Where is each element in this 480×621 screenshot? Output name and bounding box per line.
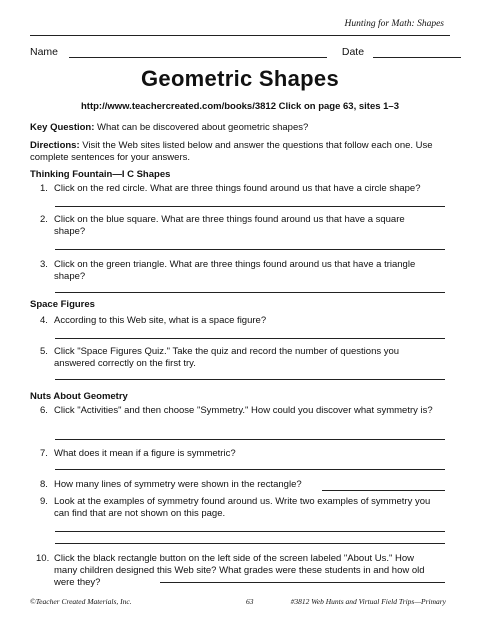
footer-book-title: #3812 Web Hunts and Virtual Field Trips—Primary <box>290 597 446 606</box>
source-url: http://www.teachercreated.com/books/3812 Click on page 63, sites 1–3 <box>80 101 400 112</box>
question-item <box>40 346 440 370</box>
question-item <box>40 214 440 238</box>
question-text: According to this Web site, what is a space figure? <box>54 315 267 326</box>
answer-line[interactable] <box>55 469 445 470</box>
question-number: 3. <box>40 259 48 270</box>
footer-page-number: 63 <box>246 597 254 606</box>
date-field[interactable] <box>373 47 461 58</box>
question-number: 8. <box>40 479 48 490</box>
question-text: Click "Space Figures Quiz." Take the quiz and record the number of questions you answered correctly on the first try. <box>54 346 400 369</box>
question-text: Click "Activities" and then choose "Symmetry." How could you discover what symmetry is? <box>54 405 433 416</box>
answer-line[interactable] <box>55 338 445 339</box>
answer-line[interactable] <box>55 379 445 380</box>
series-title: Hunting for Math: Shapes <box>344 19 444 29</box>
key-question-text: What can be discovered about geometric shapes? <box>94 122 309 133</box>
footer-copyright: ©Teacher Created Materials, Inc. <box>30 597 132 606</box>
question-text: What does it mean if a figure is symmetric? <box>54 448 236 459</box>
directions-text: Visit the Web sites listed below and answer the questions that follow each one. Use complete sentences for your answers. <box>30 140 433 163</box>
question-item <box>40 496 440 520</box>
question-item <box>40 183 440 195</box>
question-number: 1. <box>40 183 48 194</box>
header-rule <box>30 35 450 36</box>
question-number: 10. <box>36 553 50 564</box>
name-field[interactable] <box>69 47 327 58</box>
answer-line[interactable] <box>55 531 445 532</box>
answer-line[interactable] <box>55 543 445 544</box>
question-item <box>36 553 440 589</box>
directions-label: Directions: <box>30 140 80 151</box>
question-text: Click on the green triangle. What are three things found around us that have a triangle shape? <box>54 259 416 282</box>
question-number: 5. <box>40 346 48 357</box>
answer-line[interactable] <box>55 439 445 440</box>
section-heading: Nuts About Geometry <box>30 391 128 402</box>
key-question-label: Key Question: <box>30 122 95 133</box>
name-label: Name <box>30 46 59 58</box>
section-heading: Space Figures <box>30 299 95 310</box>
answer-line[interactable] <box>322 490 445 491</box>
date-label: Date <box>341 46 365 58</box>
question-number: 9. <box>40 496 48 507</box>
question-text: Look at the examples of symmetry found around us. Write two examples of symmetry you can find that are not shown on this page. <box>54 496 431 519</box>
question-item <box>40 448 440 460</box>
question-number: 6. <box>40 405 48 416</box>
section-heading: Thinking Fountain—I C Shapes <box>30 169 171 180</box>
answer-line[interactable] <box>160 582 445 583</box>
name-row <box>30 46 461 58</box>
question-text: How many lines of symmetry were shown in the rectangle? <box>54 479 302 490</box>
key-question <box>30 122 450 134</box>
answer-line[interactable] <box>55 206 445 207</box>
question-item <box>40 259 440 283</box>
question-item <box>40 315 440 327</box>
answer-line[interactable] <box>55 292 445 293</box>
question-number: 2. <box>40 214 48 225</box>
page-title: Geometric Shapes <box>141 66 339 91</box>
question-number: 7. <box>40 448 48 459</box>
question-text: Click the black rectangle button on the left side of the screen labeled "About Us." How many children designed this Web site? What grades were these students in and how old were they? <box>54 553 425 588</box>
answer-line[interactable] <box>55 249 445 250</box>
question-text: Click on the blue square. What are three things found around us that have a square shape? <box>54 214 405 237</box>
question-item <box>40 405 440 417</box>
question-number: 4. <box>40 315 48 326</box>
directions <box>30 140 450 164</box>
question-text: Click on the red circle. What are three things found around us that have a circle shape? <box>54 183 421 194</box>
